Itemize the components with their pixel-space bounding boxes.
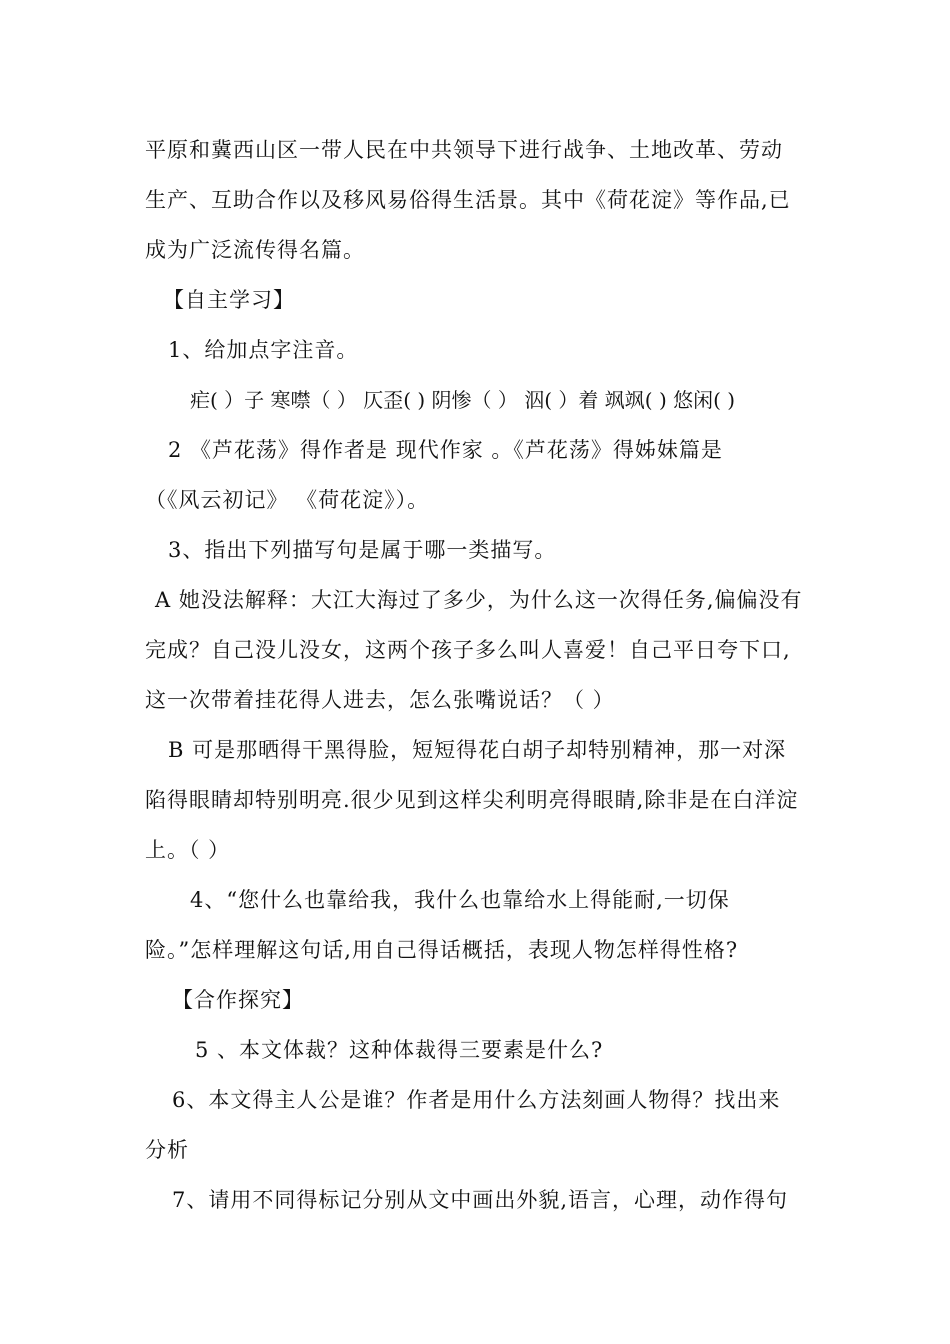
text-line: 完成？自己没儿没女，这两个孩子多么叫人喜爱！自己平日夸下口, [145, 638, 791, 662]
question-5: 5 、本文体裁？这种体裁得三要素是什么? [195, 1038, 604, 1062]
text-line: （《风云初记》 《荷花淀》）。 [145, 488, 430, 512]
question-3: 3、指出下列描写句是属于哪一类描写。 [168, 538, 557, 562]
question-1: 1、给加点字注音。 [168, 338, 359, 362]
question-7: 7、请用不同得标记分别从文中画出外貌,语言，心理，动作得句 [172, 1188, 789, 1212]
question-4: 4、“您什么也靠给我，我什么也靠给水上得能耐,一切保 [190, 888, 730, 912]
text-line: 分析 [145, 1138, 189, 1162]
section-heading: 【自主学习】 [163, 288, 295, 312]
question-6: 6、本文得主人公是谁？作者是用什么方法刻画人物得？找出来 [172, 1088, 781, 1112]
text-line: 陷得眼睛却特别明亮.很少见到这样尖利明亮得眼睛,除非是在白洋淀 [145, 788, 799, 812]
pinyin-items: 疟( ）子 寒噤（ ） 仄歪( ) 阴惨（ ） 泅( ）着 飒飒( ) 悠闲( ) [190, 388, 736, 412]
text-line: 上。（ ） [145, 838, 231, 862]
text-line: 平原和冀西山区一带人民在中共领导下进行战争、土地改革、劳动 [145, 138, 783, 162]
question-2: 2 《芦花荡》得作者是 现代作家 。《芦花荡》得姊妹篇是 [168, 438, 723, 462]
text-line: 险。”怎样理解这句话,用自己得话概括，表现人物怎样得性格? [145, 938, 739, 962]
section-heading: 【合作探究】 [172, 988, 304, 1012]
text-line: 成为广泛流传得名篇。 [145, 238, 365, 262]
passage-a: A 她没法解释：大江大海过了多少，为什么这一次得任务,偏偏没有 [155, 588, 803, 612]
text-line: 生产、互助合作以及移风易俗得生活景。其中《荷花淀》等作品,已 [145, 188, 791, 212]
text-line: 这一次带着挂花得人进去，怎么张嘴说话？（ ） [145, 688, 615, 712]
passage-b: B 可是那晒得干黑得脸，短短得花白胡子却特别精神，那一对深 [168, 738, 787, 762]
